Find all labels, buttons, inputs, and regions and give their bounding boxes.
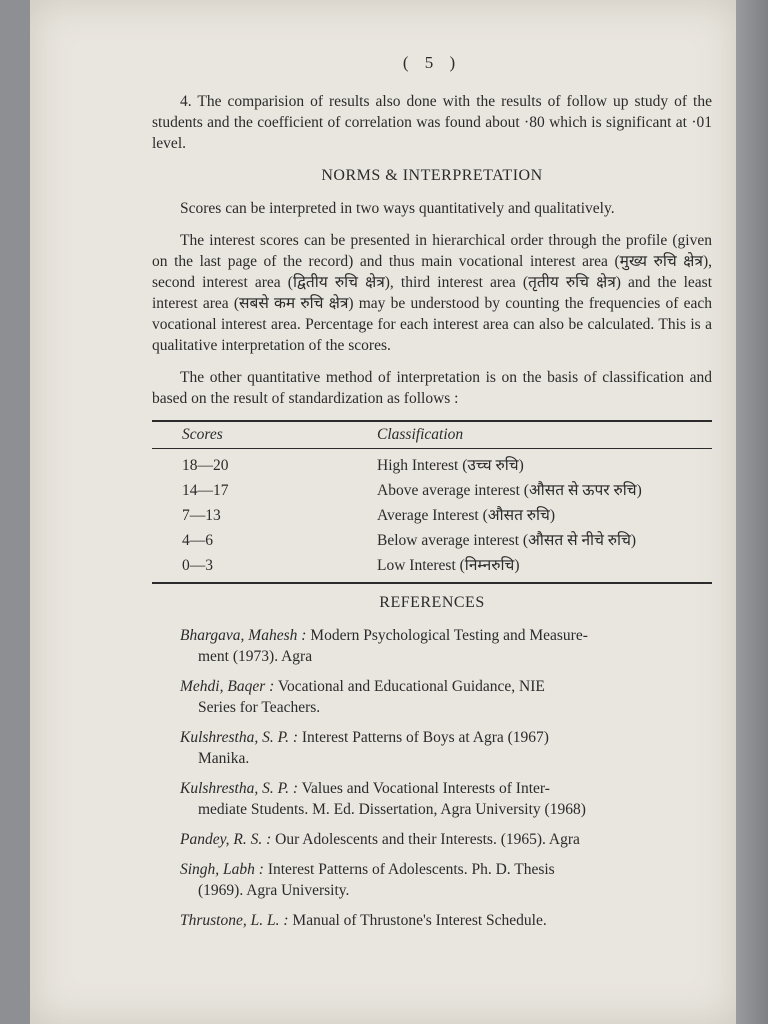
row-score: 0—3 xyxy=(182,557,213,574)
table-row xyxy=(152,528,712,553)
reference-author: Thrustone, L. L. : xyxy=(180,912,289,929)
reference-item xyxy=(180,859,712,901)
header-classification: Classification xyxy=(377,425,464,443)
header-scores: Scores xyxy=(182,425,223,443)
table-row xyxy=(152,503,712,528)
paragraph-point-4: 4. The comparision of results also done with the results of follow up study of the students and the coefficient of correlation was found about ·80 which is significant at ·01 level. xyxy=(152,93,712,152)
row-classification: Average Interest (औसत रुचि) xyxy=(377,507,556,524)
row-score: 4—6 xyxy=(182,532,213,549)
reference-text: Interest Patterns of Adolescents. Ph. D. Thesis xyxy=(263,861,555,878)
heading-norms-interpretation: NORMS & INTERPRETATION xyxy=(321,167,543,184)
row-score: 14—17 xyxy=(182,482,229,499)
row-classification: Above average interest (औसत से ऊपर रुचि) xyxy=(377,482,642,499)
reference-author: Mehdi, Baqer : xyxy=(180,678,275,695)
reference-continuation: (1969). Agra University. xyxy=(198,882,350,899)
row-score: 18—20 xyxy=(182,457,229,474)
reference-text: Interest Patterns of Boys at Agra (1967) xyxy=(297,729,549,746)
reference-text: Modern Psychological Testing and Measure- xyxy=(306,627,588,644)
table-header-row xyxy=(152,422,712,446)
table-row xyxy=(152,478,712,503)
reference-continuation: Series for Teachers. xyxy=(198,699,321,716)
table-header-rule xyxy=(152,448,712,449)
row-classification: Low Interest (निम्नरुचि) xyxy=(377,557,520,574)
reference-author: Kulshrestha, S. P. : xyxy=(180,729,298,746)
paragraph-scores: Scores can be interpreted in two ways quantitatively and qualitatively. xyxy=(180,200,615,217)
table-row xyxy=(152,553,712,578)
page-content xyxy=(152,52,712,940)
reference-item xyxy=(180,676,712,718)
classification-table xyxy=(152,420,712,584)
paragraph-interest-scores: The interest scores can be presented in hierarchical order through the profile (given on the last page of the record) and thus main vocational interest area (मुख्य रुचि क्षेत्र), second interest area (द्वितीय रुचि क्षेत्र), third interest area (तृतीय रुचि क्षेत्र) and the least interest area (सबसे कम रुचि क्षेत्र) may be understood by counting the frequencies of each vocational interest area. Percentage for each interest area can also be calculated. This is a qualitative interpretation of the scores. xyxy=(152,232,712,354)
reference-continuation: mediate Students. M. Ed. Dissertation, Agra University (1968) xyxy=(198,801,586,818)
page-number: ( 5 ) xyxy=(402,53,462,72)
page-background-edge xyxy=(736,0,768,1024)
row-score: 7—13 xyxy=(182,507,221,524)
heading-references: REFERENCES xyxy=(379,594,485,611)
reference-text: Vocational and Educational Guidance, NIE xyxy=(274,678,545,695)
reference-item xyxy=(180,829,712,850)
table-row xyxy=(152,453,712,478)
reference-text: Values and Vocational Interests of Inter- xyxy=(297,780,550,797)
reference-item xyxy=(180,727,712,769)
paragraph-other-method: The other quantitative method of interpretation is on the basis of classification and based on the result of standardization as follows : xyxy=(152,369,712,407)
reference-author: Bhargava, Mahesh : xyxy=(180,627,307,644)
reference-item xyxy=(180,625,712,667)
reference-item xyxy=(180,910,712,931)
table-bottom-rule xyxy=(152,582,712,584)
reference-continuation: ment (1973). Agra xyxy=(198,648,313,665)
reference-text: Our Adolescents and their Interests. (1965). Agra xyxy=(271,831,580,848)
reference-item xyxy=(180,778,712,820)
row-classification: Below average interest (औसत से नीचे रुचि) xyxy=(377,532,637,549)
reference-text: Manual of Thrustone's Interest Schedule. xyxy=(288,912,547,929)
reference-author: Pandey, R. S. : xyxy=(180,831,272,848)
reference-continuation: Manika. xyxy=(198,750,250,767)
reference-author: Singh, Labh : xyxy=(180,861,264,878)
row-classification: High Interest (उच्च रुचि) xyxy=(377,457,524,474)
reference-author: Kulshrestha, S. P. : xyxy=(180,780,298,797)
